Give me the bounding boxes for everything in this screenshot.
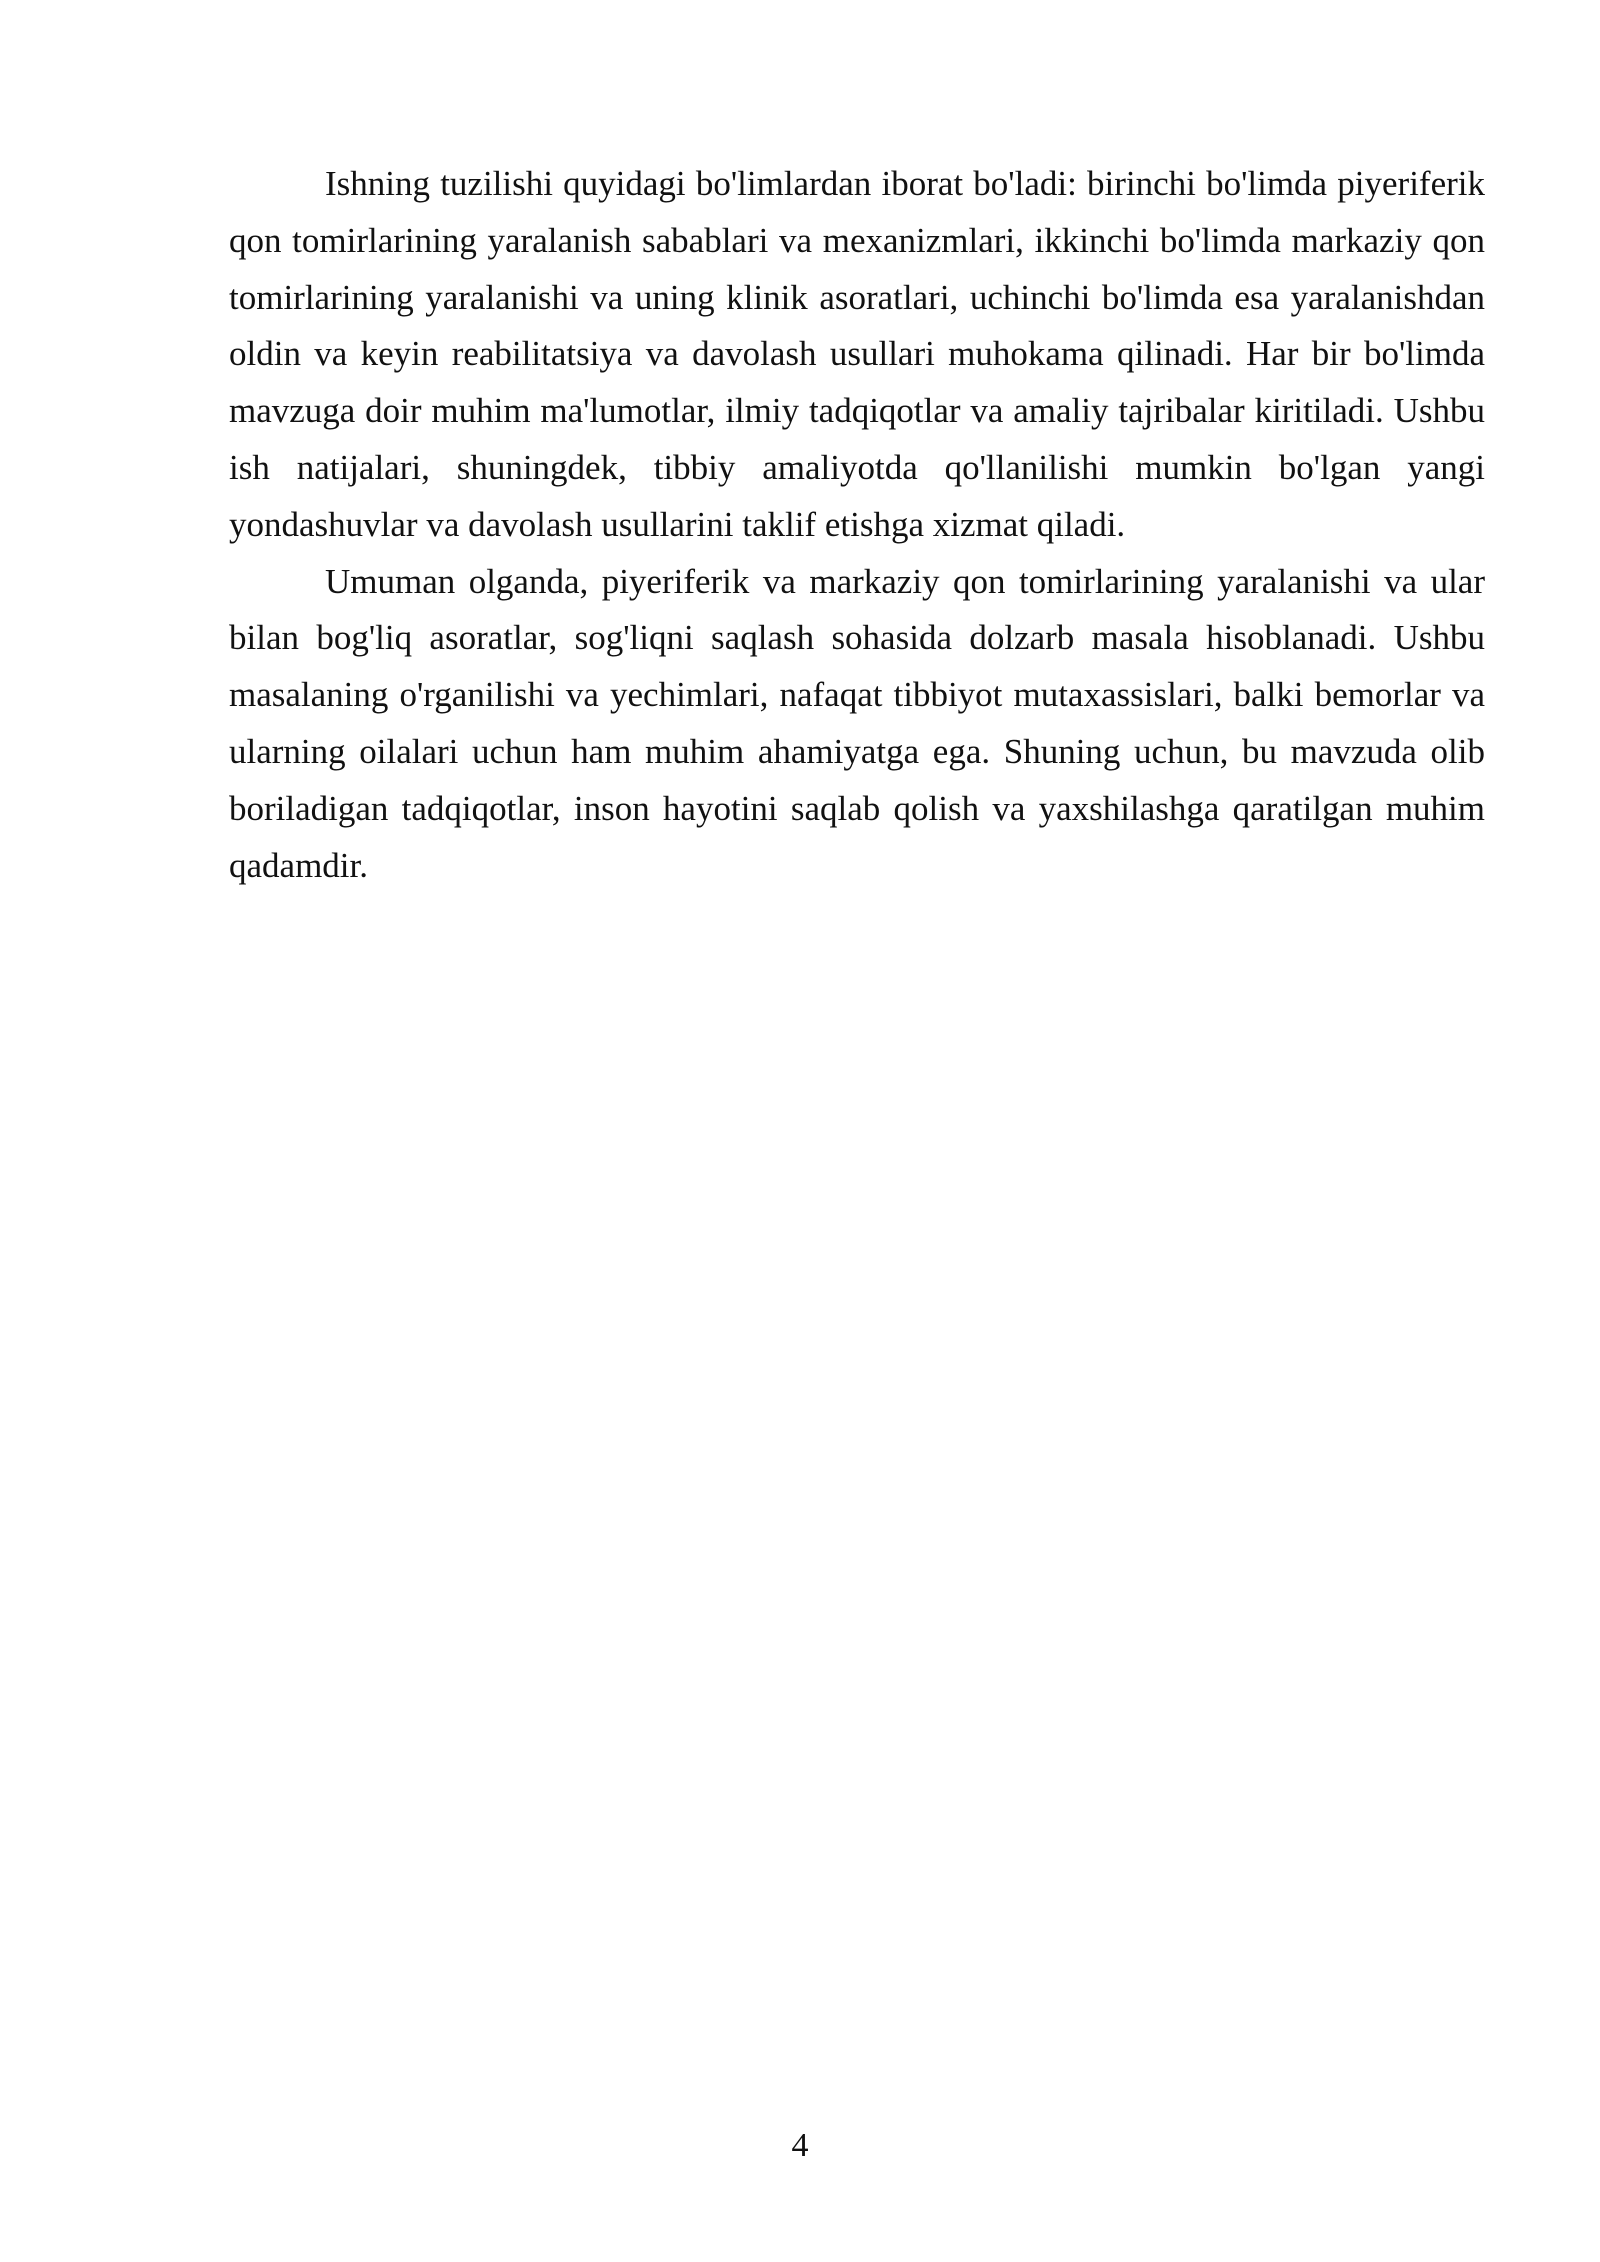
body-text <box>229 156 1485 894</box>
paragraph: Ishning tuzilishi quyidagi bo'limlardan iborat bo'ladi: birinchi bo'limda piyeriferik qon tomirlarining yaralanish sabablari va mexanizmlari, ikkinchi bo'limda markaziy qon tomirlarining yaralanishi va uning klinik asoratlari, uchinchi bo'limda esa yaralanishdan oldin va keyin reabilitatsiya va davolash usullari muhokama qilinadi. Har bir bo'limda mavzuga doir muhim ma'lumotlar, ilmiy tadqiqotlar va amaliy tajribalar kiritiladi. Ushbu ish natijalari, shuningdek, tibbiy amaliyotda qo'llanilishi mumkin bo'lgan yangi yondashuvlar va davolash usullarini taklif etishga xizmat qiladi. <box>229 164 1485 544</box>
paragraph: Umuman olganda, piyeriferik va markaziy qon tomirlarining yaralanishi va ular bilan bog'liq asoratlar, sog'liqni saqlash sohasida dolzarb masala hisoblanadi. Ushbu masalaning o'rganilishi va yechimlari, nafaqat tibbiyot mutaxassislari, balki bemorlar va ularning oilalari uchun ham muhim ahamiyatga ega. Shuning uchun, bu mavzuda olib boriladigan tadqiqotlar, inson hayotini saqlab qolish va yaxshilashga qaratilgan muhim qadamdir. <box>229 561 1485 885</box>
page-number: 4 <box>791 2127 809 2164</box>
